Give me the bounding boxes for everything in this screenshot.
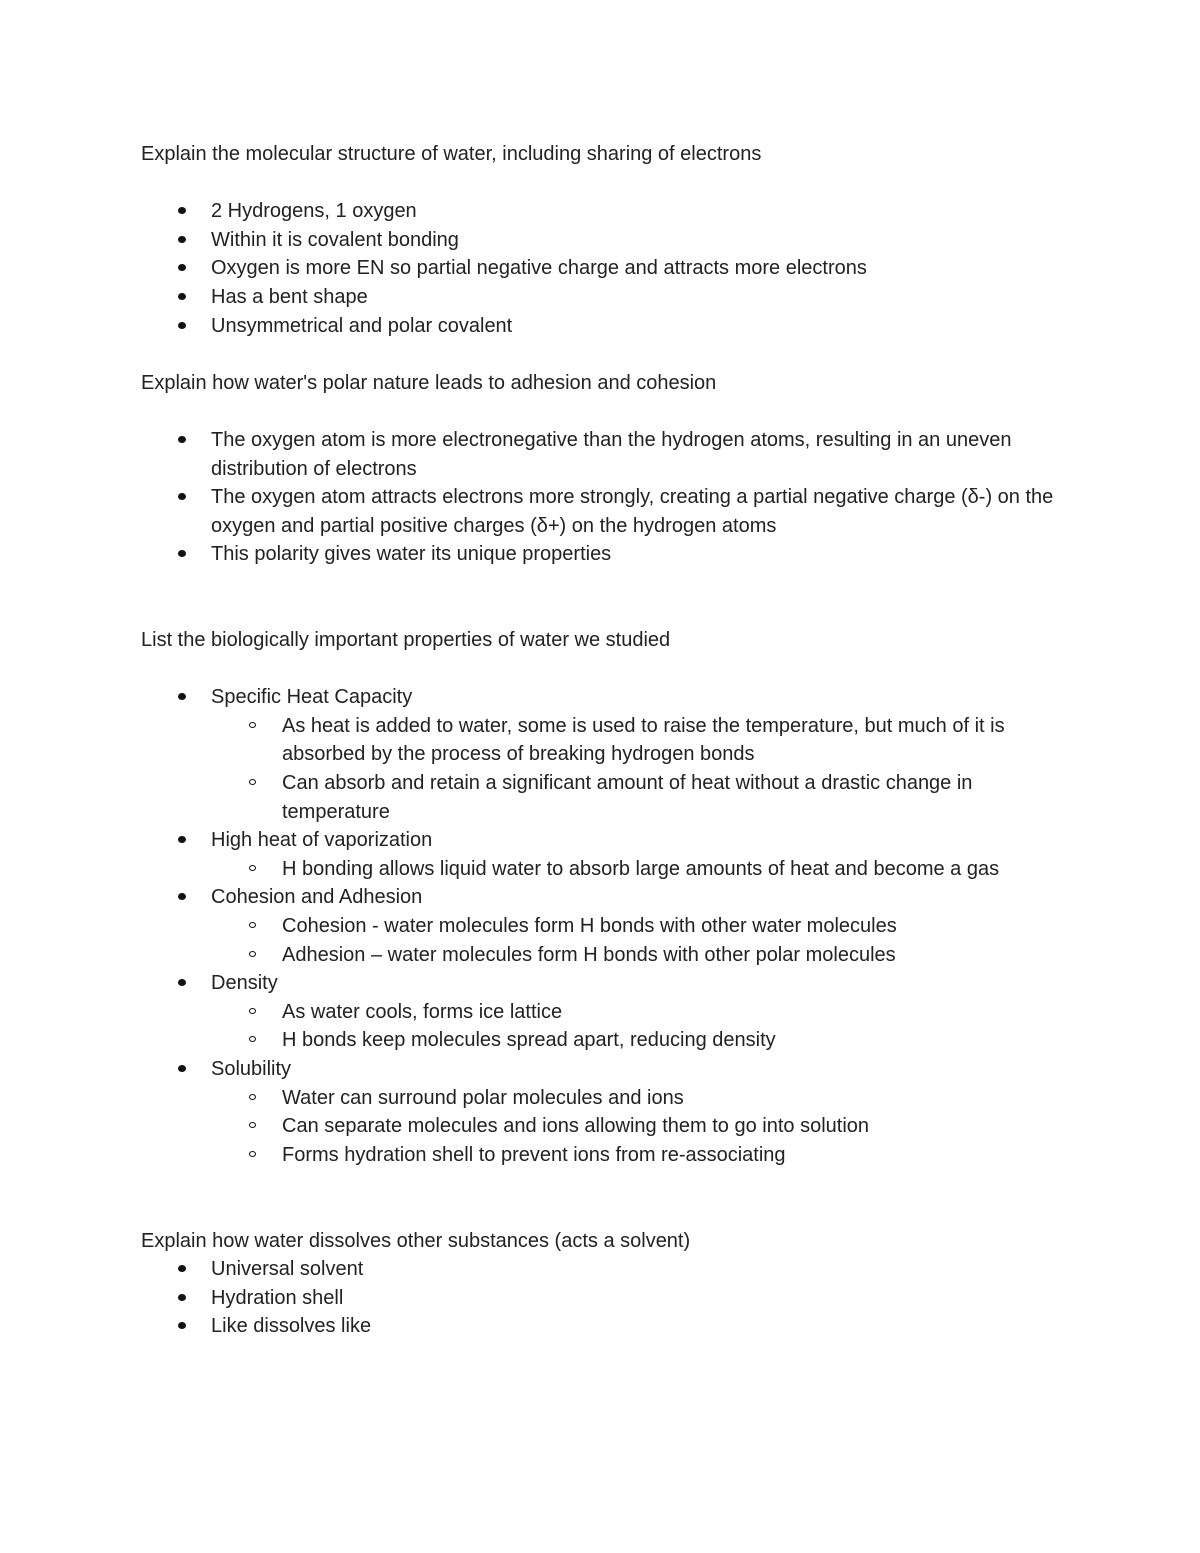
bullet-disc-icon xyxy=(178,979,186,986)
list-item: The oxygen atom is more electronegative than the hydrogen atoms, resulting in an uneven distribution of electrons xyxy=(211,426,1071,483)
bullet-circle-icon xyxy=(249,865,256,871)
sub-list-item: H bonds keep molecules spread apart, reducing density xyxy=(282,1026,1071,1055)
bullet-list xyxy=(141,426,1071,569)
bullet-circle-icon xyxy=(249,1008,256,1014)
bullet-disc-icon xyxy=(178,1265,186,1272)
bullet-disc-icon xyxy=(178,550,186,557)
bullet-circle-icon xyxy=(249,779,256,785)
bullet-list xyxy=(141,197,1071,340)
sub-bullet-list xyxy=(211,712,1071,826)
list-item: Hydration shell xyxy=(211,1284,1071,1313)
sub-list-item: Water can surround polar molecules and ions xyxy=(282,1084,1071,1113)
bullet-disc-icon xyxy=(178,493,186,500)
sub-list-item: Can absorb and retain a significant amount of heat without a drastic change in temperature xyxy=(282,769,1071,826)
bullet-disc-icon xyxy=(178,893,186,900)
sub-bullet-list xyxy=(211,855,1071,884)
bullet-disc-icon xyxy=(178,207,186,214)
list-item: Within it is covalent bonding xyxy=(211,226,1071,255)
bullet-circle-icon xyxy=(249,922,256,928)
list-item: Has a bent shape xyxy=(211,283,1071,312)
bullet-disc-icon xyxy=(178,836,186,843)
sub-bullet-list xyxy=(211,1084,1071,1170)
sub-bullet-list xyxy=(211,998,1071,1055)
spacer xyxy=(141,655,1071,684)
sub-list-item: Can separate molecules and ions allowing them to go into solution xyxy=(282,1112,1071,1141)
spacer xyxy=(141,340,1071,369)
list-item: The oxygen atom attracts electrons more strongly, creating a partial negative charge (δ-) on the oxygen and partial positive charges (δ+) on the hydrogen atoms xyxy=(211,483,1071,540)
list-item: Cohesion and Adhesion Cohesion - water molecules form H bonds with other water molecules Adhesion – water molecules form H bonds with other polar molecules xyxy=(211,883,1071,969)
document-body xyxy=(141,140,1071,1341)
sub-list-item: As heat is added to water, some is used to raise the temperature, but much of it is absorbed by the process of breaking hydrogen bonds xyxy=(282,712,1071,769)
bullet-circle-icon xyxy=(249,1036,256,1042)
bullet-disc-icon xyxy=(178,436,186,443)
question-heading: Explain how water's polar nature leads to adhesion and cohesion xyxy=(141,371,717,394)
sub-list-item: Adhesion – water molecules form H bonds with other polar molecules xyxy=(282,941,1071,970)
sub-list-item: H bonding allows liquid water to absorb large amounts of heat and become a gas xyxy=(282,855,1071,884)
list-item: Oxygen is more EN so partial negative charge and attracts more electrons xyxy=(211,254,1071,283)
list-item: High heat of vaporization H bonding allows liquid water to absorb large amounts of heat and become a gas xyxy=(211,826,1071,883)
question-heading: Explain the molecular structure of water, including sharing of electrons xyxy=(141,143,762,165)
bullet-disc-icon xyxy=(178,1065,186,1072)
bullet-list xyxy=(141,683,1071,1169)
spacer xyxy=(141,1169,1071,1226)
sub-bullet-list xyxy=(211,912,1071,969)
bullet-list xyxy=(141,1255,1071,1341)
list-item: Like dissolves like xyxy=(211,1312,1071,1341)
question-heading: List the biologically important properties of water we studied xyxy=(141,629,671,652)
bullet-disc-icon xyxy=(178,293,186,300)
list-item: 2 Hydrogens, 1 oxygen xyxy=(211,197,1071,226)
bullet-circle-icon xyxy=(249,1122,256,1128)
spacer xyxy=(141,397,1071,426)
spacer xyxy=(141,169,1071,198)
bullet-circle-icon xyxy=(249,722,256,728)
question-heading: Explain how water dissolves other substances (acts a solvent) xyxy=(141,1229,691,1252)
list-item: Universal solvent xyxy=(211,1255,1071,1284)
list-item: Specific Heat Capacity As heat is added to water, some is used to raise the temperature, but much of it is absorbed by the process of breaking hydrogen bonds Can absorb and retain a significant amount of heat without a drastic change in temperature xyxy=(211,683,1071,826)
bullet-disc-icon xyxy=(178,1294,186,1301)
sub-list-item: As water cools, forms ice lattice xyxy=(282,998,1071,1027)
bullet-circle-icon xyxy=(249,1151,256,1157)
bullet-disc-icon xyxy=(178,264,186,271)
list-item: This polarity gives water its unique properties xyxy=(211,540,1071,569)
list-item: Unsymmetrical and polar covalent xyxy=(211,312,1071,341)
list-item: Solubility Water can surround polar molecules and ions Can separate molecules and ions allowing them to go into solution Forms hydration shell to prevent ions from re-associating xyxy=(211,1055,1071,1169)
list-item: Density As water cools, forms ice lattice H bonds keep molecules spread apart, reducing density xyxy=(211,969,1071,1055)
sub-list-item: Forms hydration shell to prevent ions from re-associating xyxy=(282,1141,1071,1170)
bullet-disc-icon xyxy=(178,322,186,329)
bullet-disc-icon xyxy=(178,236,186,243)
bullet-circle-icon xyxy=(249,1094,256,1100)
spacer xyxy=(141,569,1071,626)
sub-list-item: Cohesion - water molecules form H bonds with other water molecules xyxy=(282,912,1071,941)
bullet-disc-icon xyxy=(178,693,186,700)
bullet-circle-icon xyxy=(249,951,256,957)
bullet-disc-icon xyxy=(178,1322,186,1329)
